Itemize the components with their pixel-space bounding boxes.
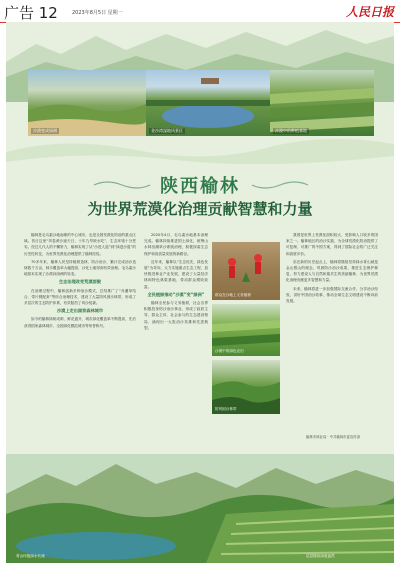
landscape-panorama [6, 454, 394, 563]
oasis-image [28, 70, 146, 136]
paragraph: 在治理过程中，榆林创新多种治沙模式，总结推广了“乔灌草结合、带片网配套”等综合治理技术，建设了大量防风固沙林带，形成了多层次的生态防护体系，有效阻挡了风沙侵袭。 [24, 288, 136, 306]
photo-farm-base [270, 70, 374, 136]
newspaper-logo: 人民日报 [345, 5, 394, 19]
photo-caption: 防风固沙林带 [215, 407, 237, 411]
wave-decoration [6, 132, 394, 172]
farm-image [270, 70, 374, 136]
article-credit: 榆林市林业局 · 中共榆林市委宣传部 [306, 435, 361, 439]
masthead [0, 0, 400, 23]
wetland-image [146, 70, 270, 136]
page-headline: 为世界荒漠化治理贡献智慧和力量 [87, 200, 313, 218]
photo-windbreak-forest [212, 360, 280, 414]
paragraph: 榆林是毛乌素沙地南缘的中心城市，也是全国荒漠化防治的重点区域。昔日这里“风卷黄沙遮天日，十年九旱缺水吃”，生态环境十分恶劣。经过几代人的不懈努力，榆林实现了从“沙进人退”到“绿进沙退”的历史性转变，为世界荒漠化治理提供了榆林经验。 [24, 233, 136, 256]
paragraph: 站在新的历史起点上，榆林将继续坚持绿水青山就是金山银山的理念，巩固防沙治沙成果，推进生态保护修复，努力建设人与自然和谐共生的美丽榆林，为世界荒漠化治理贡献更多智慧和力量。 [286, 259, 378, 283]
tree-planting-image [212, 242, 280, 300]
photo-wetland [146, 70, 270, 136]
photo-caption: 沙漠中的种植基地 [275, 128, 307, 133]
article-column-3 [286, 232, 378, 306]
bottom-right-caption: 层层梯田绿意盎然 [306, 554, 335, 558]
paragraph: 我国是世界上荒漠化面积较大、受影响人口较多的国家之一。榆林地区的治沙实践，为全球荒漠化防治提供了可复制、可推广的中国方案，得到了国际社会的广泛关注和高度评价。 [286, 233, 378, 256]
photo-caption: 金沙湾湿地风景区 [151, 128, 183, 133]
photo-tree-planting [212, 242, 280, 300]
bottom-left-caption: 青山环抱绿水长流 [16, 554, 45, 558]
forest-image [212, 360, 280, 414]
article-column-1 [24, 232, 136, 331]
photo-caption: 群众在沙地上义务植树 [215, 293, 251, 297]
photo-green-farmland [212, 304, 280, 356]
article-column-2 [144, 232, 208, 333]
section-label: 广告 12 [4, 4, 58, 22]
subheading: 沙漠上走出国家森林城市 [56, 308, 104, 314]
paragraph: 如今的榆林绿树成荫、鲜花盛开，城市绿化覆盖率不断提高，先后获得国家森林城市、全国绿化模范城市等荣誉称号。 [24, 317, 136, 328]
paragraph: 2020年4月，毛乌素沙地基本治理完成。榆林持续推进国土绿化，统筹山水林田湖草沙系统治理，积极探索生态保护和高质量发展的新路径。 [144, 233, 208, 256]
photo-caption: 沙漠变成绿洲 [33, 128, 57, 133]
paragraph: 70多年来，榆林人民坚持植树造林、防沙治沙，累计完成治沙造林数千万亩，林木覆盖率大幅提高，沙化土地得到有效治理。毛乌素沙地基本实现了沙漠向绿洲的转变。 [24, 259, 136, 277]
paragraph: 近年来，榆林以“生态优先、绿色发展”为导向，大力实施重点生态工程，加快推进林业产业发展，建设了大量经济林和特色林果基地，带动群众增收致富。 [144, 259, 208, 289]
subheading: 生态治理改变荒漠面貌 [59, 279, 101, 285]
issue-date: 2023年8月5日 星期一 [72, 10, 123, 16]
paragraph: 未来，榆林将进一步加强国际交流合作，分享治沙经验，讲好中国治沙故事，推动全球生态文明建设不断向前发展。 [286, 286, 378, 304]
advertisement-page [6, 22, 394, 563]
subheading: 全民植绿推动“沙漠”变“绿洲” [147, 291, 205, 297]
photo-desert-oasis [28, 70, 146, 136]
title-kicker: 陕西榆林 [160, 176, 240, 197]
photo-caption: 沙漠中的绿色农田 [215, 349, 244, 353]
paragraph: 榆林全民参与义务植树，社会各界积极投身防沙治沙事业，形成了政府主导、群众主体、社会参与的生态建设格局，涌现出一大批治沙英雄和先进典型。 [144, 301, 208, 330]
